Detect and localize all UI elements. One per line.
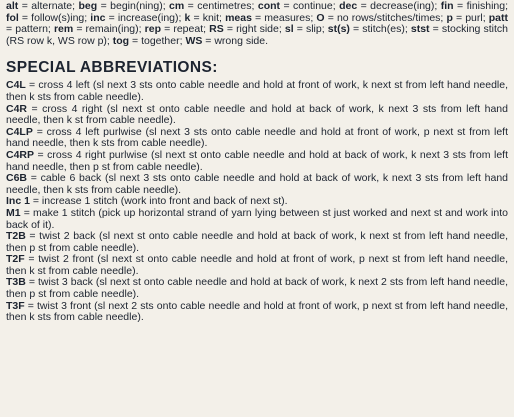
equals-sign: = [32, 125, 47, 138]
equals-sign: = [6, 23, 16, 36]
abbreviation-meaning: continue; [293, 0, 340, 12]
abbreviation-meaning: finishing; [466, 0, 509, 12]
equals-sign: = [324, 11, 337, 24]
equals-sign: = [161, 23, 174, 36]
special-abbreviation-code: C6B [6, 172, 28, 185]
special-abbreviation-definition: make 1 stitch (pick up horizontal strand of yarn lying between st just worked and next st and work into back of it). [6, 206, 508, 231]
equals-sign: = [18, 0, 32, 12]
equals-sign: = [73, 23, 86, 36]
special-abbreviation-code: T2B [6, 230, 26, 243]
equals-sign: = [129, 34, 142, 47]
abbreviation-meaning: remain(ing); [85, 23, 145, 36]
special-abbreviation-definition: cross 4 left (sl next 3 sts onto cable needle and hold at front of work, k next st from left hand needle, then k sts from cable needle). [6, 79, 508, 103]
abbreviation-meaning: measures; [264, 11, 317, 24]
abbreviation-term: meas [225, 11, 252, 24]
special-abbreviation-code: T3F [6, 299, 25, 312]
abbreviation-term: cm [169, 0, 185, 12]
abbreviation-term: sl [284, 23, 294, 36]
abbreviation-term: fin [440, 0, 454, 12]
abbreviation-term: O [316, 11, 325, 24]
equals-sign: = [34, 148, 48, 161]
special-abbreviation-entry [6, 80, 508, 103]
abbreviation-meaning: repeat; [173, 23, 210, 36]
abbreviation-term: cont [257, 0, 281, 12]
equals-sign: = [429, 23, 442, 36]
abbreviation-meaning: stocking stitch (RS row k, WS row p); [6, 23, 508, 47]
abbreviation-meaning: begin(ning); [110, 0, 170, 12]
equals-sign: = [357, 0, 371, 12]
abbreviation-meaning: right side; [236, 23, 285, 36]
equals-sign: = [97, 0, 111, 12]
special-abbreviation-code: C4L [6, 79, 26, 92]
special-abbreviation-definition: twist 3 front (sl next 2 sts onto cable needle and hold at front of work, p next st from left hand needle, then k sts from cable needle). [6, 299, 508, 324]
abbreviation-meaning: pattern; [15, 23, 54, 36]
abbreviation-meaning: alternate; [31, 0, 79, 12]
special-abbreviation-entry [6, 208, 508, 231]
equals-sign: = [223, 23, 237, 36]
abbreviation-meaning: slip; [305, 23, 328, 36]
abbreviation-term: rem [53, 23, 74, 36]
abbreviation-term: stst [410, 23, 430, 36]
equals-sign: = [453, 0, 467, 12]
abbreviation-term: patt [488, 11, 508, 24]
abbreviation-term: WS [185, 34, 203, 47]
abbreviation-meaning: follow(s)ing; [31, 11, 91, 24]
equals-sign: = [25, 276, 38, 289]
special-abbreviation-definition: twist 2 back (sl next st onto cable needle and hold at back of work, k next st from left hand needle, then p st from cable needle). [6, 230, 509, 254]
special-abbreviation-entry [6, 277, 508, 300]
equals-sign: = [25, 230, 40, 243]
special-abbreviation-code: T2F [6, 253, 25, 266]
abbreviation-term: beg [78, 0, 98, 12]
special-abbreviation-entry [6, 301, 508, 324]
equals-sign: = [25, 79, 39, 92]
equals-sign: = [184, 0, 198, 12]
special-abbreviation-definition: cable 6 back (sl next 3 sts onto cable needle and hold at back of work, k next 3 sts from left hand needle, then k sts from cable needle). [6, 172, 509, 196]
equals-sign: = [24, 299, 38, 312]
special-abbreviation-code: M1 [6, 206, 21, 219]
special-abbreviation-definition: increase 1 stitch (work into front and back of next st). [41, 195, 288, 208]
equals-sign: = [24, 253, 39, 266]
abbreviation-term: RS [209, 23, 224, 36]
abbreviation-term: rep [144, 23, 162, 36]
equals-sign: = [349, 23, 363, 36]
abbreviation-meaning: increase(ing); [117, 11, 185, 24]
abbreviation-meaning: centimetres; [197, 0, 258, 12]
abbreviation-term: k [184, 11, 191, 24]
equals-sign: = [105, 11, 118, 24]
special-abbreviation-definition: twist 3 back (sl next st onto cable needle and hold at back of work, k next 2 sts from left hand needle, then p st from cable needle). [6, 276, 508, 301]
equals-sign: = [452, 11, 466, 24]
special-abbreviation-entry [6, 150, 508, 173]
special-abbreviation-definition: cross 4 left purlwise (sl next 3 sts onto cable needle and hold at front of work, p next st from left hand needle, then k sts from cable needle). [6, 125, 508, 150]
special-abbreviation-definition: cross 4 right purlwise (sl next st onto cable needle and hold at back of work, k next 3 sts from left hand needle, then p st from cable needle). [6, 148, 508, 173]
abbreviation-term: tog [112, 34, 130, 47]
abbreviation-term: st(s) [327, 23, 350, 36]
special-abbreviation-code: C4LP [6, 125, 33, 138]
abbreviation-meaning: knit; [202, 11, 226, 24]
special-abbreviation-code: Inc 1 [6, 195, 30, 208]
special-abbreviation-entry [6, 104, 508, 127]
equals-sign: = [27, 102, 43, 115]
special-abbreviation-entry [6, 127, 508, 150]
equals-sign: = [190, 11, 203, 24]
abbreviation-meaning: decrease(ing); [370, 0, 441, 12]
special-abbreviations-list [6, 80, 508, 323]
abbreviation-meaning: purl; [465, 11, 489, 24]
special-abbreviation-code: T3B [6, 276, 26, 289]
abbreviation-term: alt [6, 0, 19, 12]
abbreviation-meaning: stitch(es); [362, 23, 411, 36]
abbreviation-term: inc [90, 11, 106, 24]
equals-sign: = [29, 195, 42, 208]
equals-sign: = [20, 206, 33, 219]
equals-sign: = [27, 172, 41, 185]
special-abbreviation-code: C4R [6, 102, 28, 115]
equals-sign: = [18, 11, 32, 24]
abbreviation-meaning: together; [141, 34, 186, 47]
abbreviation-meaning: wrong side. [214, 34, 269, 47]
abbreviation-term: fol [6, 11, 19, 24]
special-abbreviation-definition: twist 2 front (sl next st onto cable needle and hold at front of work, p next st from left hand needle, then k st from cable needle). [6, 253, 509, 277]
equals-sign: = [251, 11, 265, 24]
special-abbreviations-heading: SPECIAL ABBREVIATIONS: [6, 59, 218, 77]
special-abbreviation-code: C4RP [6, 148, 35, 161]
abbreviation-term: dec [339, 0, 358, 12]
special-abbreviation-entry [6, 254, 508, 277]
equals-sign: = [280, 0, 294, 12]
special-abbreviation-entry [6, 173, 508, 196]
equals-sign: = [202, 34, 215, 47]
special-abbreviation-definition: cross 4 right (sl next st onto cable needle and hold at back of work, k next 3 sts from left hand needle, then k st from cable needle). [6, 102, 508, 127]
equals-sign: = [293, 23, 306, 36]
abbreviation-term: p [446, 11, 453, 24]
general-abbreviations-paragraph [6, 1, 508, 47]
special-abbreviation-entry [6, 231, 508, 254]
abbreviation-meaning: no rows/stitches/times; [336, 11, 447, 24]
